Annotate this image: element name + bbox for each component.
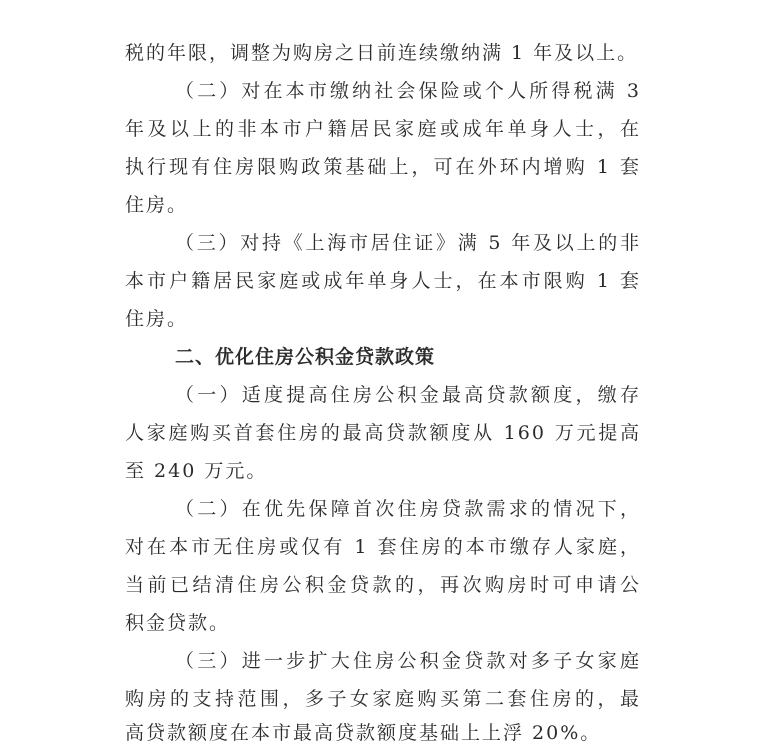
text-line: （一）适度提高住房公积金最高贷款额度，缴存 xyxy=(175,384,641,406)
text-line: 积金贷款。 xyxy=(125,612,231,634)
text-line: （二）对在本市缴纳社会保险或个人所得税满 3 xyxy=(175,80,641,102)
text-line: 购房的支持范围，多子女家庭购买第二套住房的，最 xyxy=(125,688,641,710)
text-line: 人家庭购买首套住房的最高贷款额度从 160 万元提高 xyxy=(125,422,641,444)
text-line: （三）进一步扩大住房公积金贷款对多子女家庭 xyxy=(175,650,641,672)
text-line: 住房。 xyxy=(125,194,189,216)
text-line: 住房。 xyxy=(125,308,189,330)
text-line: 年及以上的非本市户籍居民家庭或成年单身人士，在 xyxy=(125,118,641,140)
text-line: 对在本市无住房或仅有 1 套住房的本市缴存人家庭， xyxy=(125,536,641,558)
text-line: （三）对持《上海市居住证》满 5 年及以上的非 xyxy=(175,232,641,254)
text-line: （二）在优先保障首次住房贷款需求的情况下， xyxy=(175,498,641,520)
text-line: 本市户籍居民家庭或成年单身人士，在本市限购 1 套 xyxy=(125,270,641,292)
section-heading: 二、优化住房公积金贷款政策 xyxy=(175,346,436,368)
text-line: 执行现有住房限购政策基础上，可在外环内增购 1 套 xyxy=(125,156,641,178)
text-line: 至 240 万元。 xyxy=(125,460,268,482)
text-line: 税的年限，调整为购房之日前连续缴纳满 1 年及以上。 xyxy=(125,42,639,64)
text-line: 高贷款额度在本市最高贷款额度基础上上浮 20%。 xyxy=(125,722,602,744)
text-line: 当前已结清住房公积金贷款的，再次购房时可申请公 xyxy=(125,574,641,596)
